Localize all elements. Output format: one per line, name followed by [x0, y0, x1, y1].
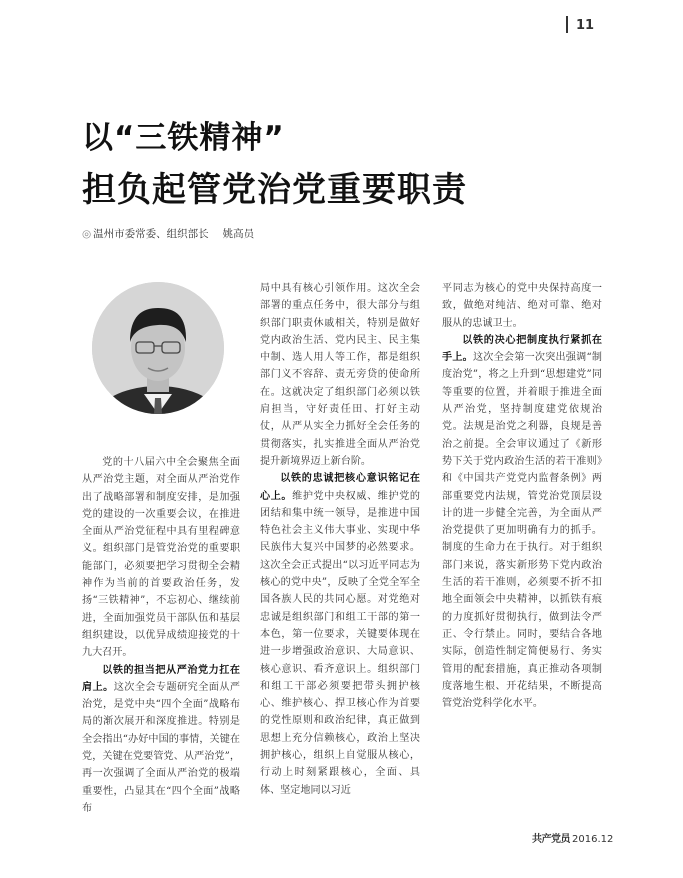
- column-2: [260, 280, 420, 799]
- section-heading: 以铁的担当把从严治党力扛在肩上。: [82, 664, 240, 693]
- page-number-divider: [566, 16, 568, 33]
- column-3: [442, 280, 602, 712]
- author-portrait: [92, 282, 224, 414]
- paragraph: 平同志为核心的党中央保持高度一致，做绝对纯洁、绝对可靠、绝对服从的忠诚卫士。: [442, 283, 602, 329]
- paragraph: 党的十八届六中全会聚焦全面从严治党主题，对全面从严治党作出了战略部署和制度安排，是加强党的建设的一次重要会议，在推进全面从严治党征程中具有里程碑意义。组织部门是管党治党的重要职能部门，必须要把学习贯彻全会精神作为当前的首要政治任务，发扬“三铁精神”，不忘初心、继续前进，全面加强党员干部队伍和基层组织建设，以优异成绩迎接党的十九大召开。: [82, 457, 240, 659]
- footer: [532, 830, 613, 845]
- article-title-line1: 以“三铁精神”: [82, 120, 285, 156]
- paragraph: 以铁的忠诚把核心意识铭记在心上。维护党中央权威、维护党的团结和集中统一领导，是推进中国特色社会主义伟大事业、实现中华民族伟大复兴中国梦的必然要求。这次全会正式提出“以习近平同志为核心的党中央”，反映了全党全军全国各族人民的共同心愿。对党绝对忠诚是组织部门和组工干部的第一本色，第一位要求，关键要体现在进一步增强政治意识、大局意识、核心意识、看齐意识上。组织部门和组工干部必须要把带头拥护核心、维护核心、捍卫核心作为首要的党性原则和政治纪律，真正做到思想上充分信赖核心，政治上坚决拥护核心，组织上自觉服从核心，行动上时刻紧跟核心，全面、具体、坚定地同以习近: [260, 473, 421, 796]
- paragraph: 局中具有核心引领作用。这次全会部署的重点任务中，很大部分与组织部门职责休戚相关，特别是做好党内政治生活、党内民主、民主集中制、选人用人等工作，都是组织部门义不容辞、责无旁贷的使命所在。这就决定了组织部门必须以铁肩担当，守好责任田、打好主动仗，从严从实全力抓好全会任务的贯彻落实，扎实推进全面从严治党提升新境界迈上新台阶。: [260, 283, 420, 467]
- byline-mark-icon: ◎: [82, 228, 92, 240]
- issue-date: 2016.12: [572, 834, 614, 845]
- page-number: 11: [576, 18, 595, 33]
- paragraph: 以铁的担当把从严治党力扛在肩上。这次全会专题研究全面从严治党，是党中央“四个全面”战略布局的渐次展开和深度推进。特别是全会指出“办好中国的事情，关键在党，关键在党要管党、从严治党”，再一次强调了全面从严治党的极端重要性，凸显其在“四个全面”战略布: [82, 664, 241, 814]
- section-heading: 以铁的忠诚把核心意识铭记在心上。: [260, 473, 420, 502]
- magazine-logo: 共产党员: [532, 834, 570, 845]
- author-portrait-image: [92, 282, 224, 414]
- byline: [82, 226, 254, 241]
- column-1: [82, 454, 240, 817]
- section-heading: 以铁的决心把制度执行紧抓在手上。: [442, 334, 602, 364]
- paragraph: 以铁的决心把制度执行紧抓在手上。这次全会第一次突出强调“制度治党”，将之上升到“思想建党”同等重要的位置，并着眼于推进全面从严治党，坚持制度建党依规治党。法规是治党之利器，良规是善治之前提。全会审议通过了《新形势下关于党内政治生活的若干准则》和《中国共产党党内监督条例》两部重要党内法规，管党治党顶层设计的进一步健全完善，为全面从严治党提供了更加明确有力的抓手。制度的生命力在于执行。对于组织部门来说，落实新形势下党内政治生活的若干准则，必须要不折不扣地全面领会中央精神，以抓铁有痕的力度抓好贯彻执行，做到法令严正、令行禁止。同时，要结合各地实际，创造性制定简便易行、务实管用的配套措施，真正推动各项制度落地生根、开花结果，不断提高管党治党科学化水平。: [442, 334, 602, 710]
- byline-author: 姚高员: [222, 228, 255, 240]
- article-title-line2: 担负起管党治党重要职责: [82, 170, 467, 210]
- byline-role: 温州市委常委、组织部长: [93, 228, 209, 240]
